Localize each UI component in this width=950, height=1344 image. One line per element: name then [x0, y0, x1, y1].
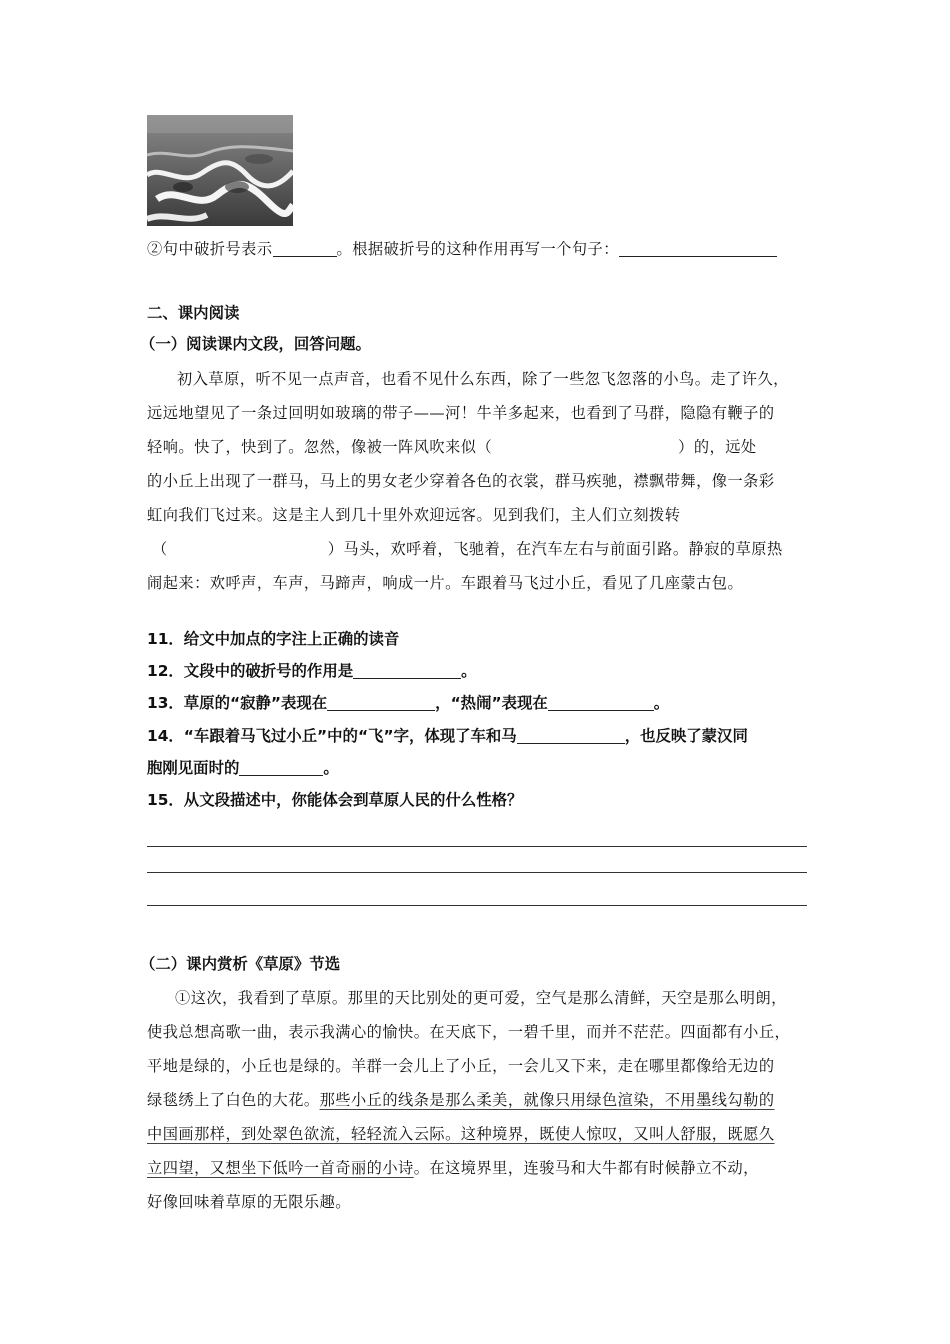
passage-2-line-3: 平地是绿的，小丘也是绿的。羊群一会儿上了小丘，一会儿又下来，走在哪里都像给无边的 [147, 1057, 775, 1075]
passage-1-line-2: 远远地望见了一条过回明如玻璃的带子——河！牛羊多起来，也看到了马群，隐隐有鞭子的 [147, 404, 775, 422]
answer-line-3[interactable] [147, 905, 807, 906]
underlined-sentence-part-3: 立四望，又想坐下低吟一首奇丽的小诗 [147, 1159, 414, 1177]
question-14-end: 。 [323, 759, 339, 777]
question-13-end: 。 [653, 694, 670, 712]
question-2-text: ②句中破折号表示 [147, 240, 273, 258]
passage-1-line-3-end: ）的，远处 [678, 438, 757, 456]
answer-line-2[interactable] [147, 872, 807, 873]
question-14-text-2: 胞刚见面时的 [147, 759, 240, 777]
passage-1-line-3 [147, 436, 757, 458]
underlined-sentence-part-1: 那些小丘的线条是那么柔美，就像只用绿色渲染，不用墨线勾勒的 [319, 1091, 775, 1109]
passage-2-line-7: 好像回味着草原的无限乐趣。 [147, 1193, 351, 1211]
passage-2-line-4 [147, 1089, 775, 1111]
question-13-answer-blank-2[interactable] [548, 694, 654, 711]
question-13-text: 13．草原的“寂静”表现在 [147, 694, 328, 712]
river-photo-illustration [147, 115, 293, 226]
question-12-end: 。 [461, 662, 477, 680]
question-12-answer-blank[interactable] [353, 662, 461, 679]
question-14-answer-blank-2[interactable] [239, 759, 323, 776]
question-14-text-middle: ，也反映了蒙汉同 [624, 727, 748, 745]
passage-2-line-1: ①这次，我看到了草原。那里的天比别处的更可爱，空气是那么清鲜，天空是那么明朗， [175, 989, 787, 1007]
question-2-answer-blank-1[interactable] [273, 240, 337, 257]
passage-2-line-5 [147, 1123, 775, 1145]
passage-1-line-4: 的小丘上出现了一群马，马上的男女老少穿着各色的衣裳，群马疾驰，襟飘带舞，像一条彩 [147, 472, 775, 490]
answer-line-1[interactable] [147, 846, 807, 847]
passage-1-line-5: 虹向我们飞过来。这是主人到几十里外欢迎远客。见到我们，主人们立刻拨转 [147, 506, 681, 524]
underlined-sentence-part-2: 中国画那样，到处翠色欲流，轻轻流入云际。这种境界，既使人惊叹，又叫人舒服，既愿久 [147, 1125, 775, 1143]
question-14-text: 14．“车跟着马飞过小丘”中的“飞”字，体现了车和马 [147, 727, 517, 745]
passage-1-line-7: 闹起来：欢呼声，车声，马蹄声，响成一片。车跟着马飞过小丘，看见了几座蒙古包。 [147, 574, 744, 592]
passage-1-line-6 [152, 538, 783, 560]
question-14-continued [147, 757, 339, 779]
section-2-heading: 二、课内阅读 [147, 304, 240, 322]
passage-2-line-6 [147, 1157, 759, 1179]
question-12 [147, 660, 477, 682]
question-12-text: 12．文段中的破折号的作用是 [147, 662, 354, 680]
passage-1-line-1: 初入草原，听不见一点声音，也看不见什么东西，除了一些忽飞忽落的小鸟。走了许久， [177, 370, 789, 388]
passage-2-line-6-text: 。在这境界里，连骏马和大牛都有时候静立不动， [413, 1159, 759, 1177]
question-2-answer-blank-2[interactable] [619, 240, 777, 257]
question-13 [147, 692, 669, 714]
question-13-answer-blank-1[interactable] [327, 694, 435, 711]
part-1-heading: （一）阅读课内文段，回答问题。 [140, 335, 371, 353]
question-11: 11．给文中加点的字注上正确的读音 [147, 630, 400, 648]
passage-1-line-6-open: （ [152, 540, 168, 558]
passage-1-line-6-text: ）马头，欢呼着，飞驰着，在汽车左右与前面引路。静寂的草原热 [327, 540, 783, 558]
question-13-text-middle: ，“热闹”表现在 [435, 694, 548, 712]
question-15: 15．从文段描述中，你能体会到草原人民的什么性格？ [147, 791, 523, 809]
question-2-line [147, 238, 777, 260]
passage-2-line-4-text: 绿毯绣上了白色的大花。 [147, 1091, 320, 1109]
question-14-answer-blank-1[interactable] [517, 727, 625, 744]
question-2-text-middle: 。根据破折号的这种作用再写一个句子： [336, 240, 619, 258]
passage-1-line-3-text: 轻响。快了，快到了。忽然，像被一阵风吹来似（ [147, 438, 493, 456]
passage-2-line-2: 使我总想高歌一曲，表示我满心的愉快。在天底下，一碧千里，而并不茫茫。四面都有小丘， [147, 1023, 791, 1041]
question-14 [147, 725, 748, 747]
part-2-heading: （二）课内赏析《草原》节选 [140, 955, 341, 973]
river-photo [147, 115, 293, 226]
